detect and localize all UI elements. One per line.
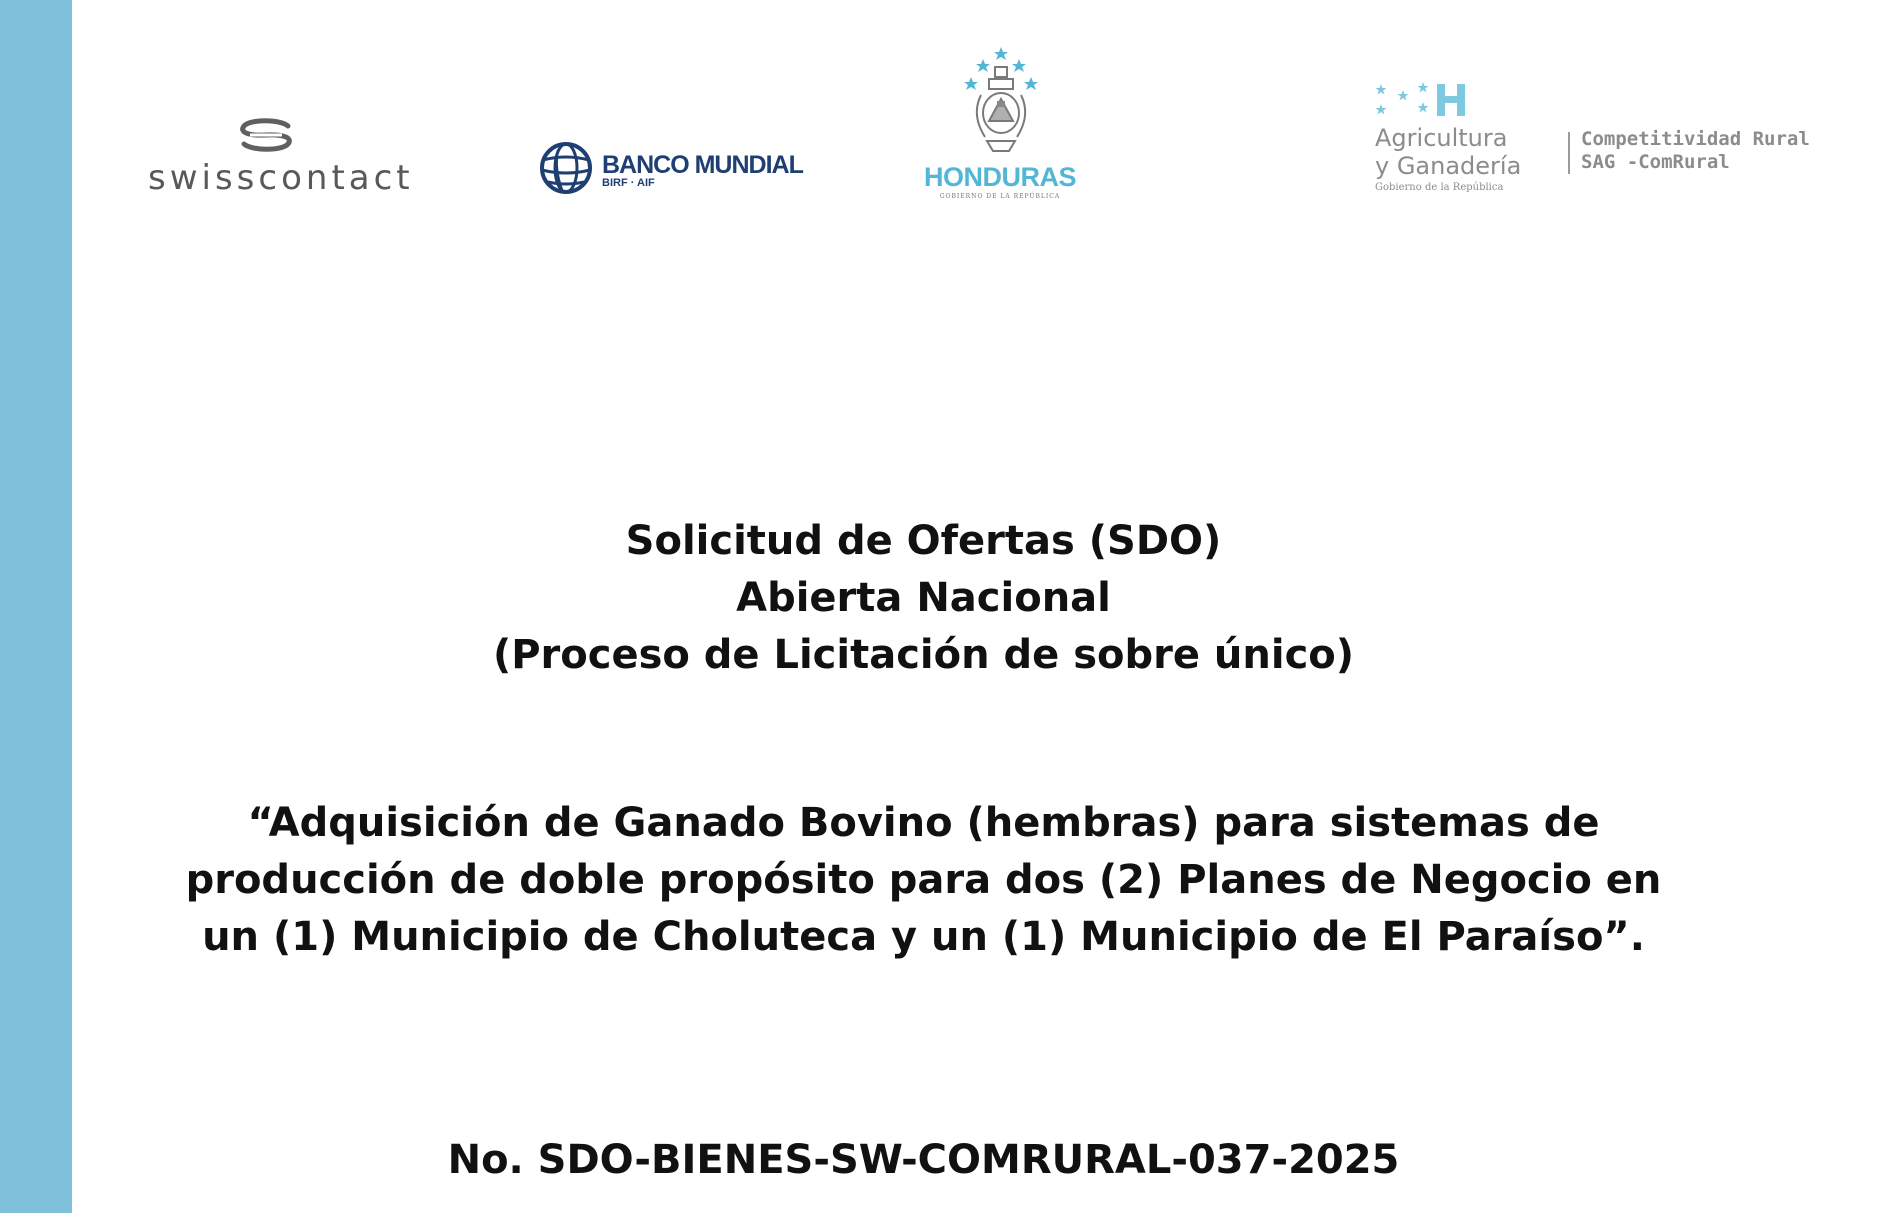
sag-program-name <box>1581 128 1810 174</box>
heading-line-3: (Proceso de Licitación de sobre único) <box>492 632 1355 678</box>
sag-footer: Gobierno de la República <box>1375 182 1504 193</box>
swisscontact-wordmark: swisscontact <box>148 158 414 198</box>
subject-text: “Adquisición de Ganado Bovino (hembras) para sistemas de producción de doble propósito para dos (2) Planes de Negocio en un (1) Municipio de Choluteca y un (1) Municipio de El Paraíso”. <box>185 800 1662 960</box>
coat-of-arms-icon <box>961 45 1041 160</box>
process-number: No. SDO-BIENES-SW-COMRURAL-037-2025 <box>447 1137 1400 1183</box>
sag-right-line-1: Competitividad Rural <box>1581 128 1810 150</box>
side-accent-bar <box>0 0 72 1213</box>
globe-icon <box>538 140 594 196</box>
banco-mundial-logo <box>538 140 818 200</box>
banco-mundial-subtitle: BIRF · AIF <box>602 177 655 189</box>
honduras-subtitle: GOBIERNO DE LA REPÚBLICA <box>939 193 1061 200</box>
sag-line-2: y Ganadería <box>1375 152 1522 180</box>
banco-mundial-name: BANCO MUNDIAL <box>602 151 803 179</box>
document-heading <box>72 513 1775 684</box>
swoosh-icon <box>236 118 296 152</box>
honduras-name: HONDURAS <box>923 162 1076 192</box>
sag-logo <box>1375 80 1865 200</box>
stars-h-icon <box>1375 80 1485 120</box>
swisscontact-logo <box>148 118 418 198</box>
heading-line-1: Solicitud de Ofertas (SDO) <box>625 518 1222 564</box>
heading-line-2: Abierta Nacional <box>736 575 1111 621</box>
document-subject <box>72 795 1775 966</box>
sag-right-line-2: SAG -ComRural <box>1581 151 1730 173</box>
sag-ministry-name <box>1375 124 1521 180</box>
sag-divider <box>1568 132 1570 174</box>
sag-line-1: Agricultura <box>1375 124 1508 152</box>
honduras-logo <box>915 45 1085 205</box>
